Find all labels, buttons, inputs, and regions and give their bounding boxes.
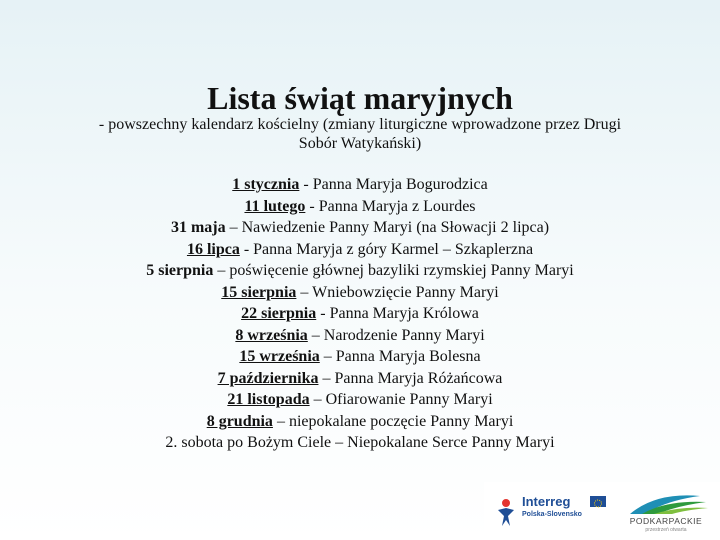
feast-date: 2. sobota po Bożym Ciele: [165, 434, 332, 451]
interreg-logo: [494, 494, 604, 534]
list-item: [60, 282, 660, 304]
feast-date: 7 października: [217, 369, 319, 387]
list-item: [60, 368, 660, 390]
list-item: [60, 411, 660, 433]
list-item: [60, 196, 660, 218]
podkarpackie-tagline: przestrzeń otwarta: [645, 527, 687, 533]
feast-name: - Panna Maryja Królowa: [316, 305, 479, 322]
list-item: [60, 174, 660, 196]
feast-name: - Panna Maryja z góry Karmel – Szkaplerzna: [239, 240, 534, 258]
feast-name: - Panna Maryja z Lourdes: [305, 197, 476, 215]
feast-date: 15 września: [239, 348, 320, 365]
feast-name: – Wniebowzięcie Panny Maryi: [296, 283, 499, 301]
feast-list: [60, 174, 660, 454]
list-item: [60, 303, 660, 325]
list-item: [60, 260, 660, 282]
feast-date: 11 lutego: [244, 197, 306, 215]
list-item: [60, 346, 660, 368]
feast-name: – niepokalane poczęcie Panny Maryi: [272, 412, 514, 430]
list-item: [60, 389, 660, 411]
feast-name: – poświęcenie głównej bazyliki rzymskiej Panny Maryi: [213, 262, 574, 279]
feast-date: 31 maja: [170, 219, 226, 236]
feast-name: – Panna Maryja Bolesna: [319, 348, 481, 365]
footer-logos: [484, 482, 720, 540]
list-item: [60, 432, 660, 454]
interreg-subtitle: Polska-Slovensko: [522, 511, 582, 518]
list-item: [60, 239, 660, 261]
page-title: Lista świąt maryjnych: [207, 80, 513, 116]
podkarpackie-mountains-icon: [620, 490, 712, 516]
feast-date: 22 sierpnia: [241, 305, 317, 322]
feast-date: 8 września: [235, 326, 308, 344]
feast-date: 15 sierpnia: [221, 283, 297, 301]
feast-name: – Narodzenie Panny Maryi: [307, 326, 485, 344]
interreg-wordmark: Interreg: [522, 494, 571, 509]
feast-name: – Niepokalane Serce Panny Maryi: [331, 434, 555, 451]
feast-date: 21 listopada: [227, 391, 310, 408]
list-item: [60, 217, 660, 239]
podkarpackie-logo: [620, 490, 712, 536]
podkarpackie-wordmark: PODKARPACKIE: [629, 516, 703, 526]
feast-name: – Panna Maryja Różańcowa: [318, 369, 503, 387]
feast-name: - Panna Maryja Bogurodzica: [299, 176, 488, 193]
feast-date: 1 stycznia: [232, 176, 300, 193]
feast-date: 5 sierpnia: [146, 262, 214, 279]
feast-name: – Nawiedzenie Panny Maryi (na Słowacji 2 lipca): [225, 219, 550, 236]
eu-flag-icon: [590, 496, 606, 507]
page-subtitle: - powszechny kalendarz kościelny (zmiany liturgiczne wprowadzone przez Drugi Sobór Watykański): [98, 116, 622, 152]
list-item: [60, 325, 660, 347]
feast-date: 8 grudnia: [206, 412, 273, 430]
interreg-figure-icon: [494, 494, 518, 528]
feast-date: 16 lipca: [186, 240, 240, 258]
feast-name: – Ofiarowanie Panny Maryi: [309, 391, 493, 408]
